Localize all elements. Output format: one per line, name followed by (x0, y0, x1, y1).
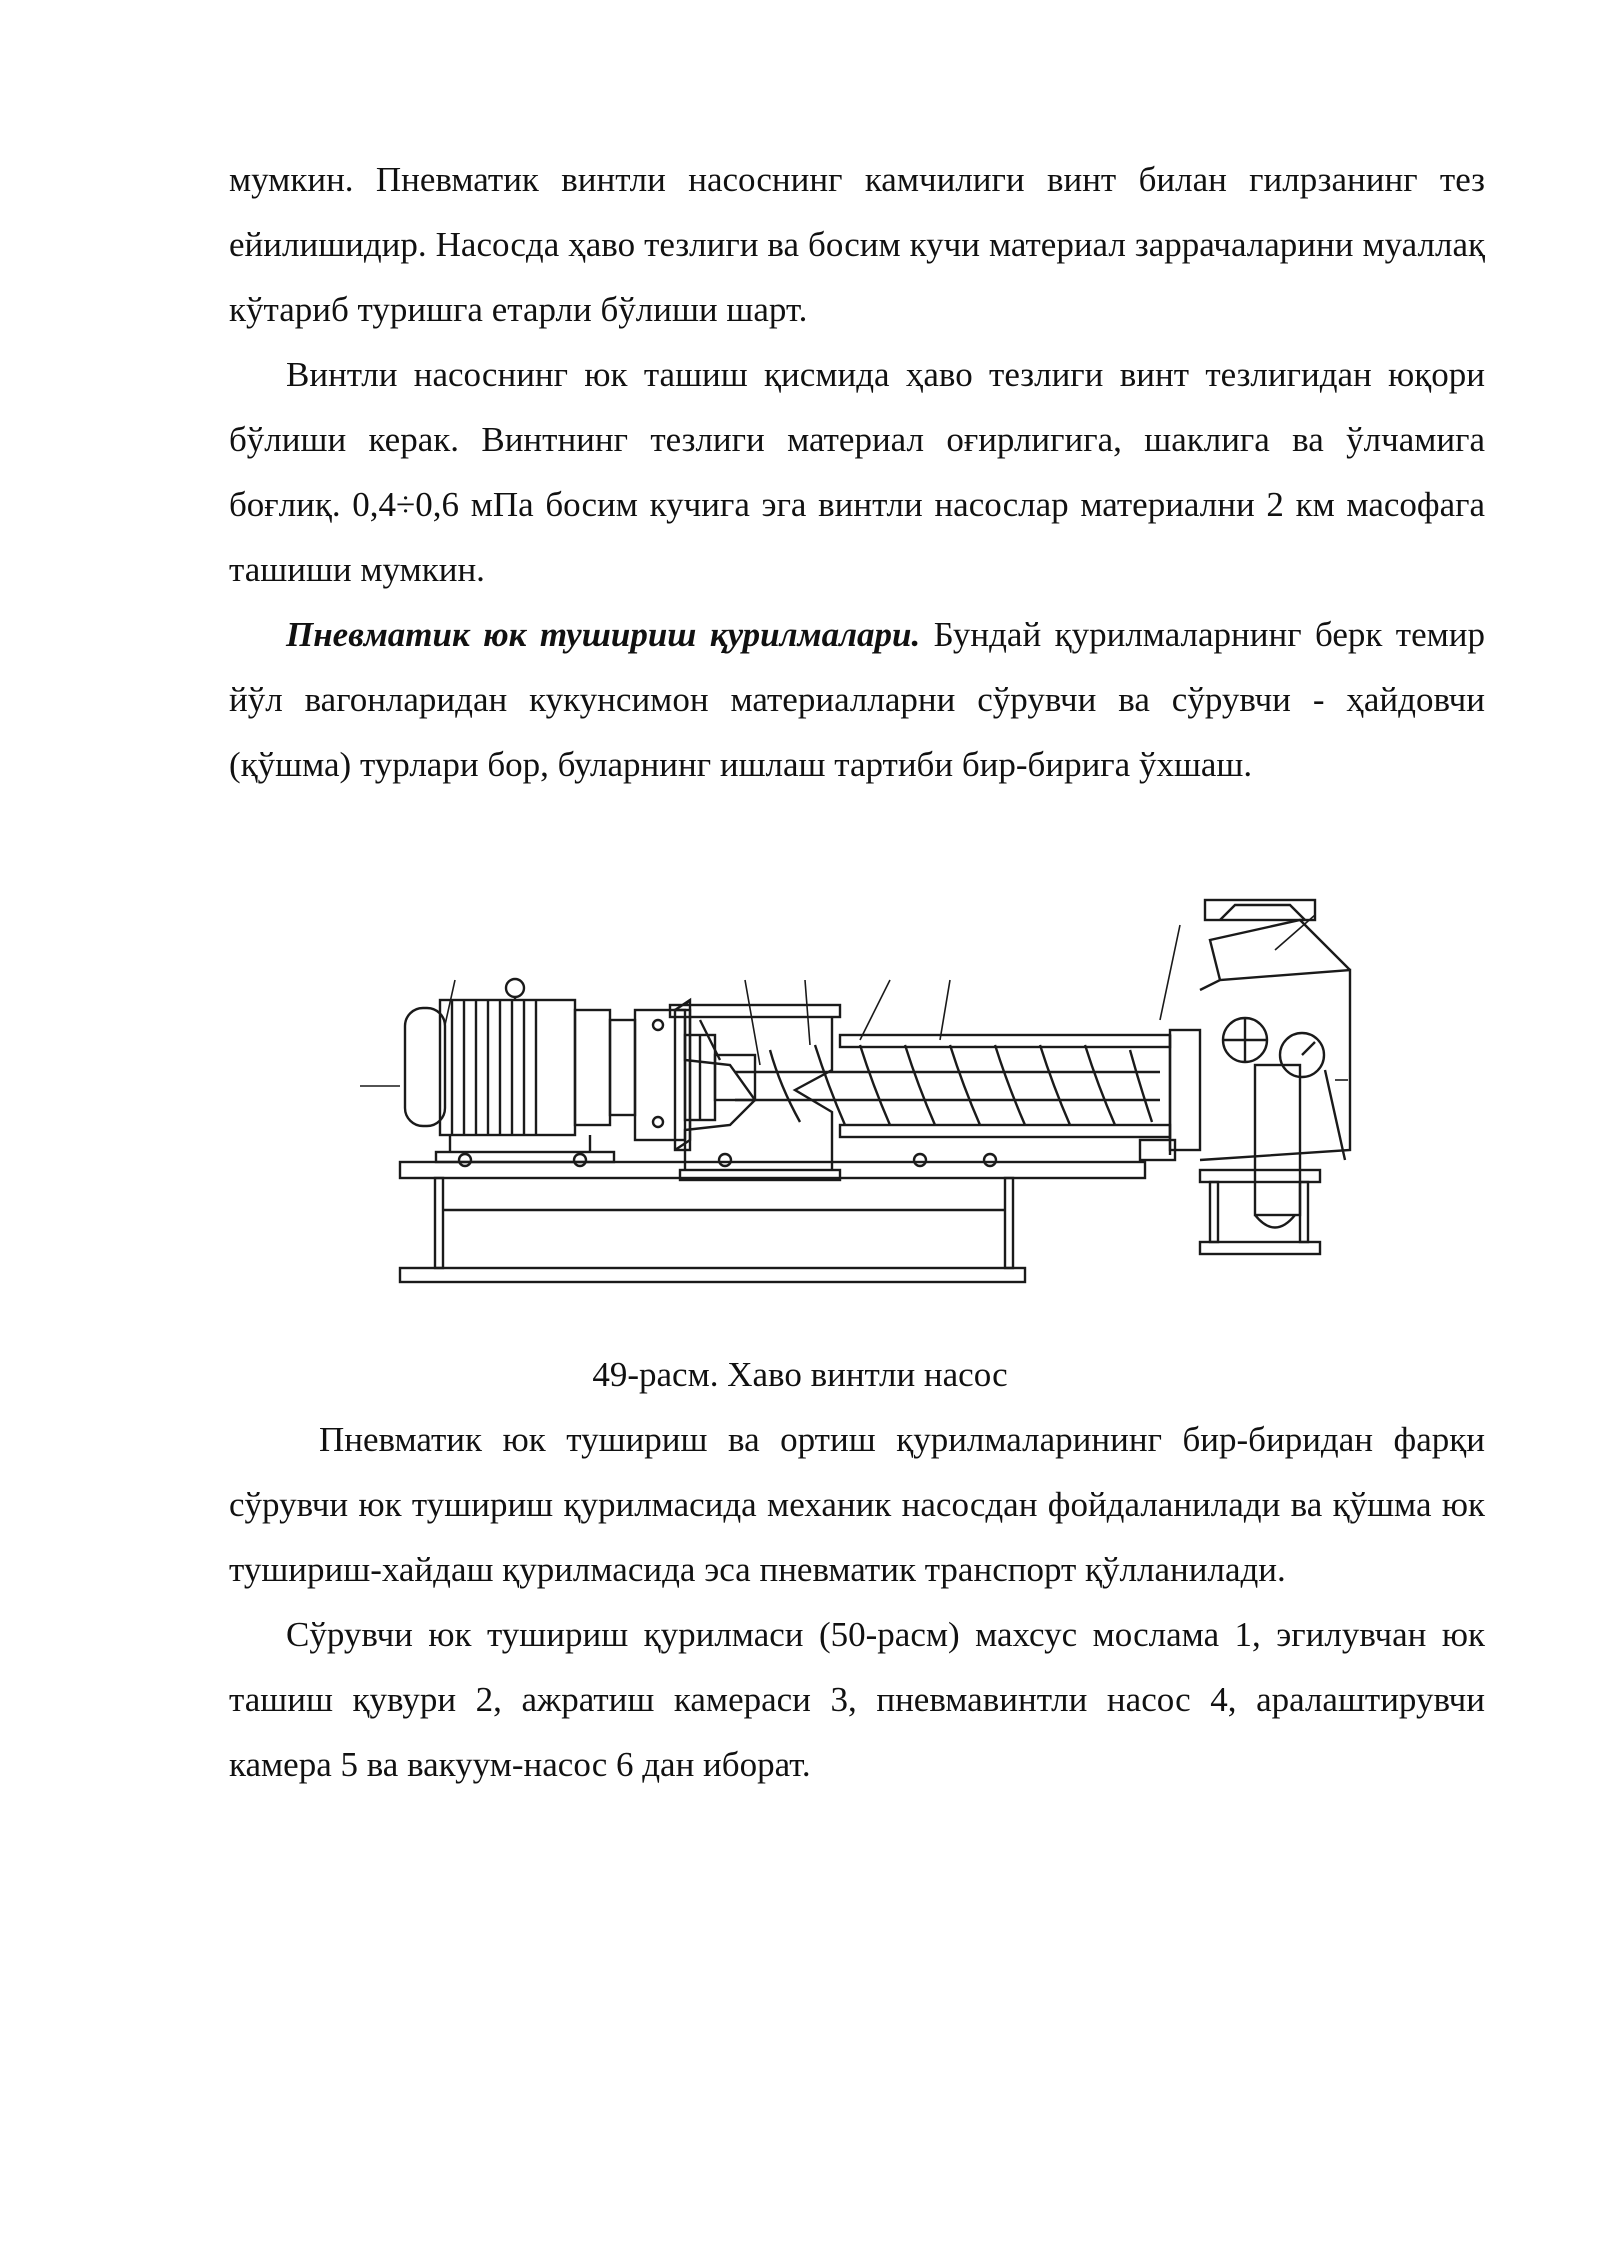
paragraph-3-body: Бундай қурилмаларнинг берк темир йўл вагонларидан кукунсимон материалларни сўрувчи ва сўрувчи - ҳайдовчи (қўшма) турлари бор, буларнинг ишлаш тартиби бир-бирига ўхшаш. (229, 615, 1486, 784)
base-frame (400, 1154, 1145, 1282)
text-block-bottom (229, 1407, 1485, 1797)
pump-figure (340, 860, 1355, 1340)
paragraph-1: мумкин. Пневматик винтли насоснинг камчилиги винт билан гилрзанинг тез ейилишидир. Насосда ҳаво тезлиги ва босим кучи материал заррачаларини муаллақ кўтариб туришга етарли бўлиши шарт. (229, 160, 1485, 329)
figure-caption: 49-расм. Хаво винтли насос (592, 1355, 1008, 1394)
paragraph-3 (229, 602, 1485, 797)
mixing-chamber (1200, 900, 1350, 1254)
paragraph-2: Винтли насоснинг юк ташиш қисмида ҳаво тезлиги винт тезлигидан юқори бўлиши керак. Винтнинг тезлиги материал оғирлигига, шаклига ва ўлчамига боғлиқ. 0,4÷0,6 мПа босим кучига эга винтли насослар материални 2 км масофага ташиши мумкин. (229, 355, 1485, 589)
barrel (840, 1030, 1200, 1160)
paragraph-5: Сўрувчи юк тушириш қурилмаси (50-расм) махсус мослама 1, эгилувчан юк ташиш қувури 2, ажратиш камераси 3, пневмавинтли насос 4, аралаштирувчи камера 5 ва вакуум-насос 6 дан иборат. (229, 1615, 1485, 1784)
section-heading-inline: Пневматик юк тушириш қурилмалари. (286, 615, 921, 654)
paragraph-4: Пневматик юк тушириш ва ортиш қурилмаларининг бир-биридан фарқи сўрувчи юк тушириш қурилмасида механик насосдан фойдаланилади ва қўшма юк тушириш-хайдаш қурилмасида эса пневматик транспорт қўлланилади. (229, 1420, 1485, 1589)
motor (405, 979, 635, 1162)
text-block-top (229, 147, 1485, 797)
screw (735, 1045, 1160, 1125)
screw-pump-drawing (340, 860, 1355, 1340)
